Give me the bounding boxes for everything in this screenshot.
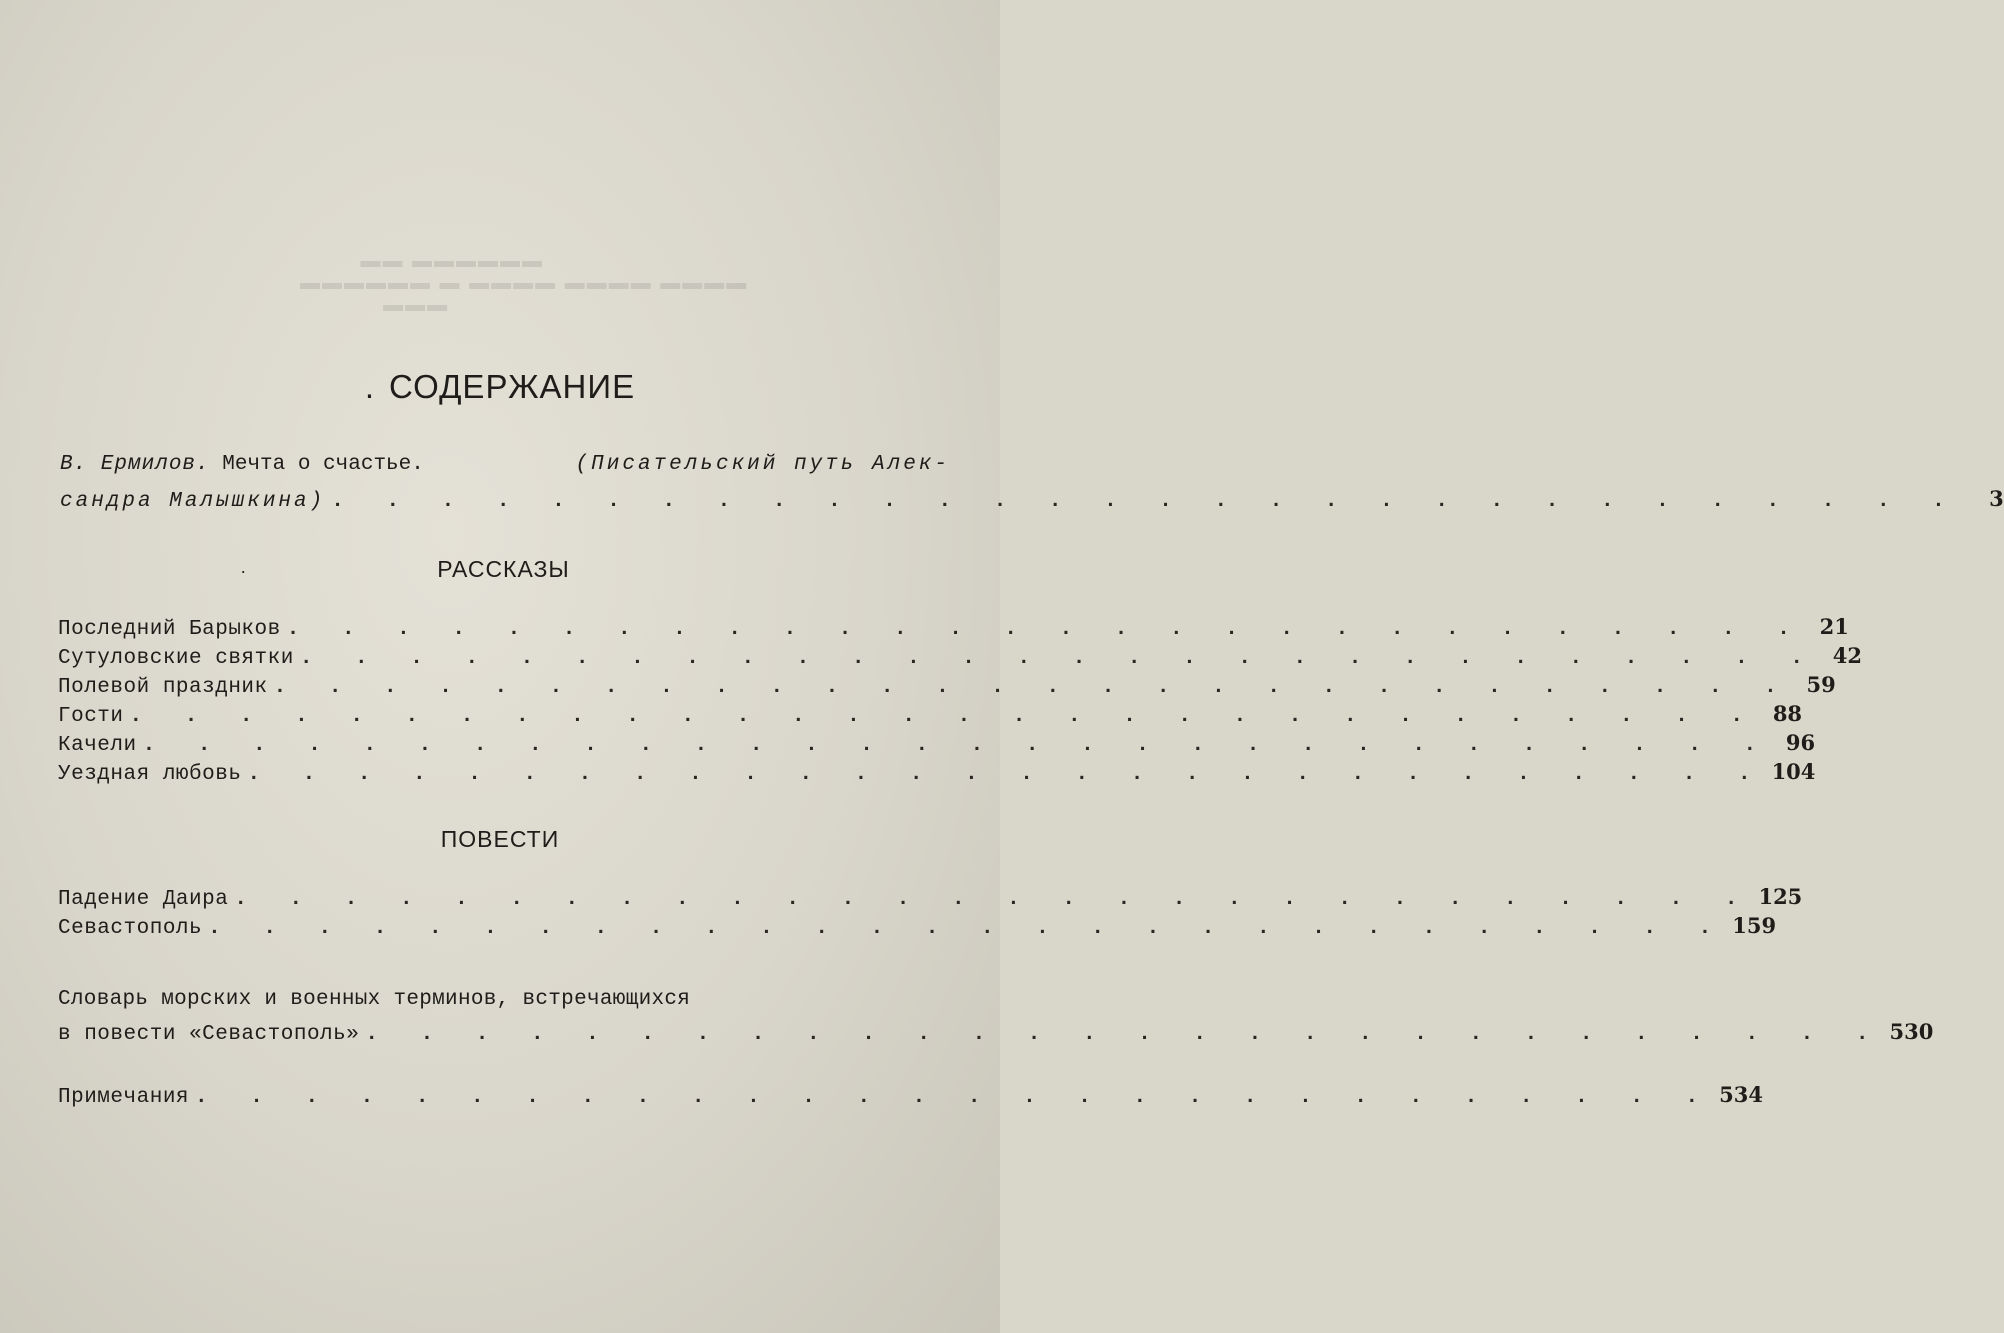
- toc-entry: [58, 730, 1816, 759]
- dot-leader: . . . . . . . . . . . . . . . . . . . . . . . . . . . .: [208, 917, 1727, 940]
- page-number: 21: [1819, 614, 1849, 639]
- section-heading-stories: [0, 556, 1000, 583]
- intro-line-2: [60, 482, 2004, 519]
- stray-dot: .: [364, 368, 376, 405]
- page-number: 59: [1806, 672, 1836, 697]
- dot-leader: . . . . . . . . . . . . . . . . . . . . . . . . . . . .: [195, 1086, 1714, 1109]
- page-title: [0, 368, 1000, 406]
- stray-dot: ·: [240, 561, 248, 581]
- dot-leader: . . . . . . . . . . . . . . . . . . . . . . . . . . . .: [286, 618, 1805, 641]
- toc-entry: [58, 884, 1803, 913]
- entry-title: Севастополь: [58, 917, 203, 940]
- page-number: 42: [1832, 643, 1862, 668]
- stories-list: [58, 614, 1862, 788]
- page-number: 159: [1732, 913, 1777, 938]
- entry-title: Примечания: [58, 1086, 190, 1109]
- dot-leader: . . . . . . . . . . . . . . . . . . . . . . . . . . . .: [365, 1023, 1884, 1046]
- entry-title: Качели: [58, 734, 137, 757]
- toc-entry: [58, 672, 1836, 701]
- glossary-title-line1: Словарь морских и военных терминов, встречающихся: [58, 988, 691, 1011]
- entry-title: Полевой праздник: [58, 676, 268, 699]
- entry-title: Уездная любовь: [58, 763, 242, 786]
- toc-entry: [58, 614, 1849, 643]
- glossary-title-line2: в повести «Севастополь»: [58, 1023, 360, 1046]
- notes-entry: [58, 1082, 1763, 1111]
- page-number: 104: [1771, 759, 1816, 784]
- dot-leader: . . . . . . . . . . . . . . . . . . . . . . . . . . . .: [247, 763, 1766, 786]
- intro-line-1: [60, 448, 950, 482]
- intro-subtitle-line2: сандра Малышкина): [60, 490, 326, 513]
- page-number: 88: [1772, 701, 1803, 726]
- toc-entry: [58, 913, 1777, 942]
- entry-title: Сутуловские святки: [58, 647, 294, 670]
- page-number: 3: [1989, 486, 2004, 511]
- intro-title: Мечта о счастье.: [222, 453, 424, 476]
- section-heading-text: РАССКАЗЫ: [437, 556, 570, 582]
- toc-entry: [58, 759, 1816, 788]
- intro-entry: [60, 448, 2004, 519]
- dot-leader: . . . . . . . . . . . . . . . . . . . . . . . . . . . . . .: [142, 734, 1772, 757]
- entry-title: Гости: [58, 705, 124, 728]
- glossary-entry: [58, 984, 1934, 1048]
- dot-leader: . . . . . . . . . . . . . . . . . . . . . . . . . . . . . .: [331, 490, 1960, 513]
- intro-author-title: [60, 448, 424, 482]
- intro-subtitle-line1: (Писательский путь Алек-: [575, 453, 950, 476]
- page-number: 96: [1785, 730, 1816, 755]
- entry-title: Последний Барыков: [58, 618, 281, 641]
- section-heading-text: ПОВЕСТИ: [440, 826, 560, 852]
- glossary-line2: [58, 1016, 1934, 1048]
- toc-entry: [58, 701, 1803, 730]
- intro-author: В. Ермилов.: [60, 453, 210, 476]
- novellas-list: [58, 884, 1803, 942]
- page-number: 534: [1719, 1082, 1763, 1107]
- toc-entry: [58, 1082, 1763, 1111]
- page-number: 530: [1889, 1019, 1934, 1044]
- section-heading-novellas: [0, 826, 1000, 853]
- dot-leader: . . . . . . . . . . . . . . . . . . . . . . . . . . . .: [273, 676, 1792, 699]
- entry-title: Падение Даира: [58, 888, 229, 911]
- dot-leader: . . . . . . . . . . . . . . . . . . . . . . . . . . . . . .: [129, 705, 1759, 728]
- bleed-through-text: ▬▬ ▬▬▬▬▬▬ ▬▬▬▬▬▬ ▬ ▬▬▬▬ ▬▬▬▬ ▬▬▬▬ ▬▬▬: [300, 250, 749, 316]
- dot-leader: . . . . . . . . . . . . . . . . . . . . . . . . . . . .: [234, 888, 1753, 911]
- page-number: 125: [1758, 884, 1803, 909]
- toc-entry: [58, 643, 1862, 672]
- title-text: СОДЕРЖАНИЕ: [389, 368, 636, 405]
- dot-leader: . . . . . . . . . . . . . . . . . . . . . . . . . . . .: [299, 647, 1818, 670]
